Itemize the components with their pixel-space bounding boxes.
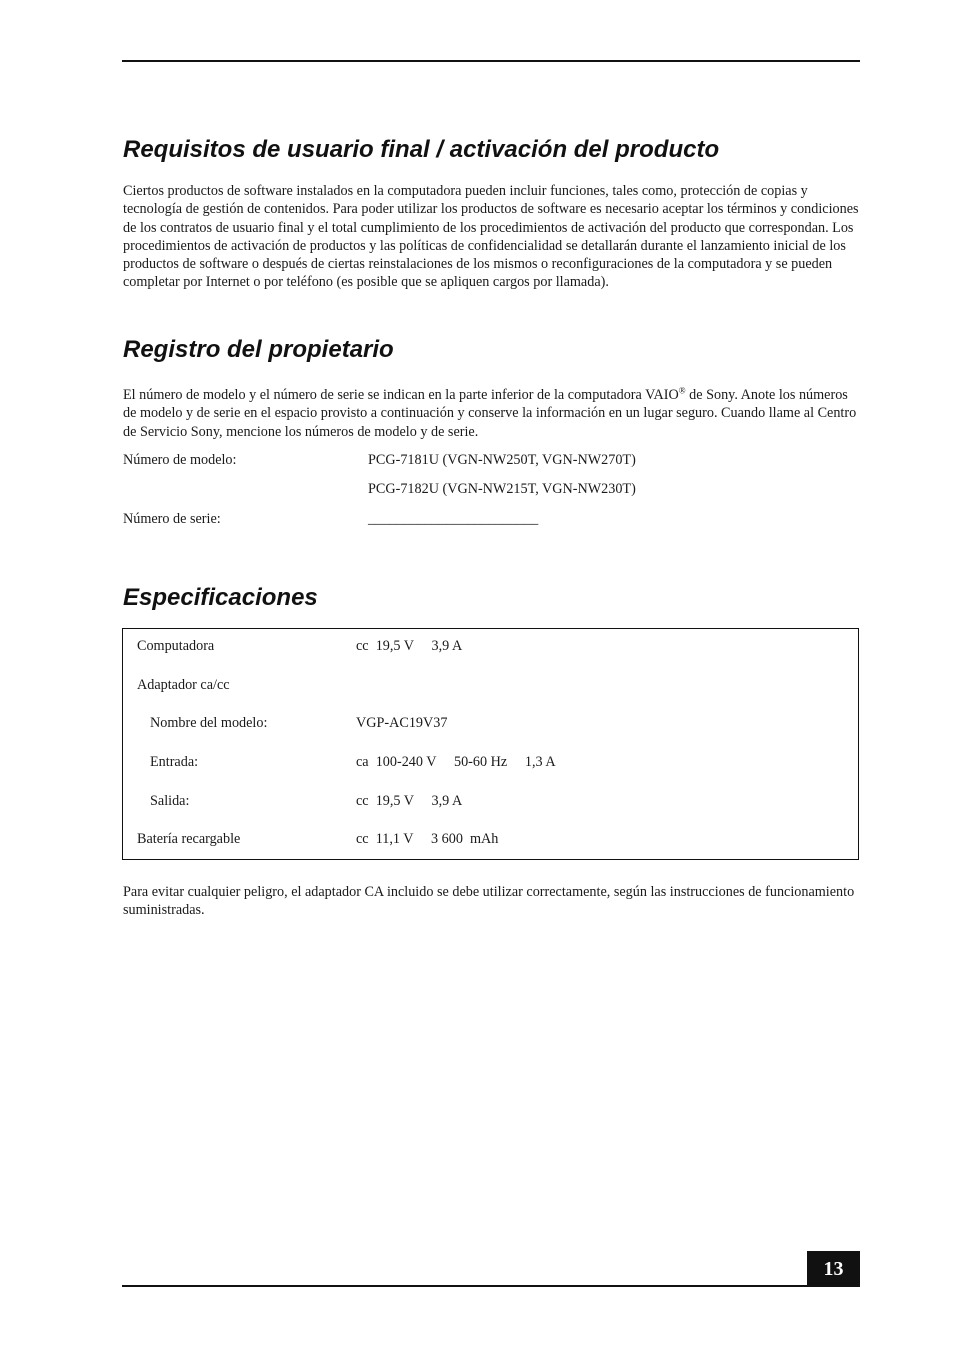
registered-mark: ® <box>678 385 686 396</box>
owner-heading: Registro del propietario <box>123 336 394 363</box>
spec-value-output: cc 19,5 V 3,9 A <box>356 793 463 809</box>
owner-paragraph-part1: El número de modelo y el número de serie se indican en la parte inferior de la computadora VAIO <box>123 387 679 403</box>
serial-number-blank: ________________________ <box>368 511 539 527</box>
spec-label-computer: Computadora <box>137 638 215 654</box>
bottom-rule <box>122 1285 860 1287</box>
spec-value-model-name: VGP-AC19V37 <box>356 715 448 731</box>
model-number-value-1: PCG-7181U (VGN-NW250T, VGN-NW270T) <box>368 452 636 468</box>
spec-label-battery: Batería recargable <box>137 831 241 847</box>
spec-label-adapter: Adaptador ca/cc <box>137 677 230 693</box>
specs-heading: Especificaciones <box>123 584 318 611</box>
model-number-value-2: PCG-7182U (VGN-NW215T, VGN-NW230T) <box>368 481 636 497</box>
eula-heading: Requisitos de usuario final / activación del producto <box>123 136 720 163</box>
safety-note: Para evitar cualquier peligro, el adaptador CA incluido se debe utilizar correctamente, según las instrucciones de funcionamiento suministradas. <box>123 884 855 919</box>
page-number: 13 <box>807 1251 860 1287</box>
spec-value-input: ca 100-240 V 50-60 Hz 1,3 A <box>356 754 556 770</box>
spec-label-model-name: Nombre del modelo: <box>150 715 268 731</box>
spec-value-battery: cc 11,1 V 3 600 mAh <box>356 831 499 847</box>
owner-paragraph-part2: de Sony. Anote los números de modelo y de serie en el espacio provisto a continuación y conserve la información en un lugar seguro. Cuando llame al Centro de Servicio Sony, mencione los números de modelo y de serie. <box>123 387 857 440</box>
eula-paragraph: Ciertos productos de software instalados en la computadora pueden incluir funciones, tales como, protección de copias y tecnología de gestión de contenidos. Para poder utilizar los productos de software es necesario aceptar los términos y condiciones de los contratos de usuario final y el total cumplimiento de los procedimientos de activación del producto que correspondan. Los procedimientos de activación de productos y las políticas de confidencialidad se detallarán durante el lanzamiento inicial de los productos de software o después de ciertas reinstalaciones de los mismos o reconfiguraciones de la computadora y se pueden completar por Internet o por teléfono (es posible que se apliquen cargos por llamada). <box>123 183 859 291</box>
spec-value-computer: cc 19,5 V 3,9 A <box>356 638 463 654</box>
owner-paragraph <box>123 386 861 441</box>
spec-label-input: Entrada: <box>150 754 199 770</box>
spec-label-output: Salida: <box>150 793 190 809</box>
specs-table <box>122 628 859 860</box>
model-number-label: Número de modelo: <box>123 452 237 468</box>
top-rule <box>122 60 860 62</box>
serial-number-label: Número de serie: <box>123 511 221 527</box>
